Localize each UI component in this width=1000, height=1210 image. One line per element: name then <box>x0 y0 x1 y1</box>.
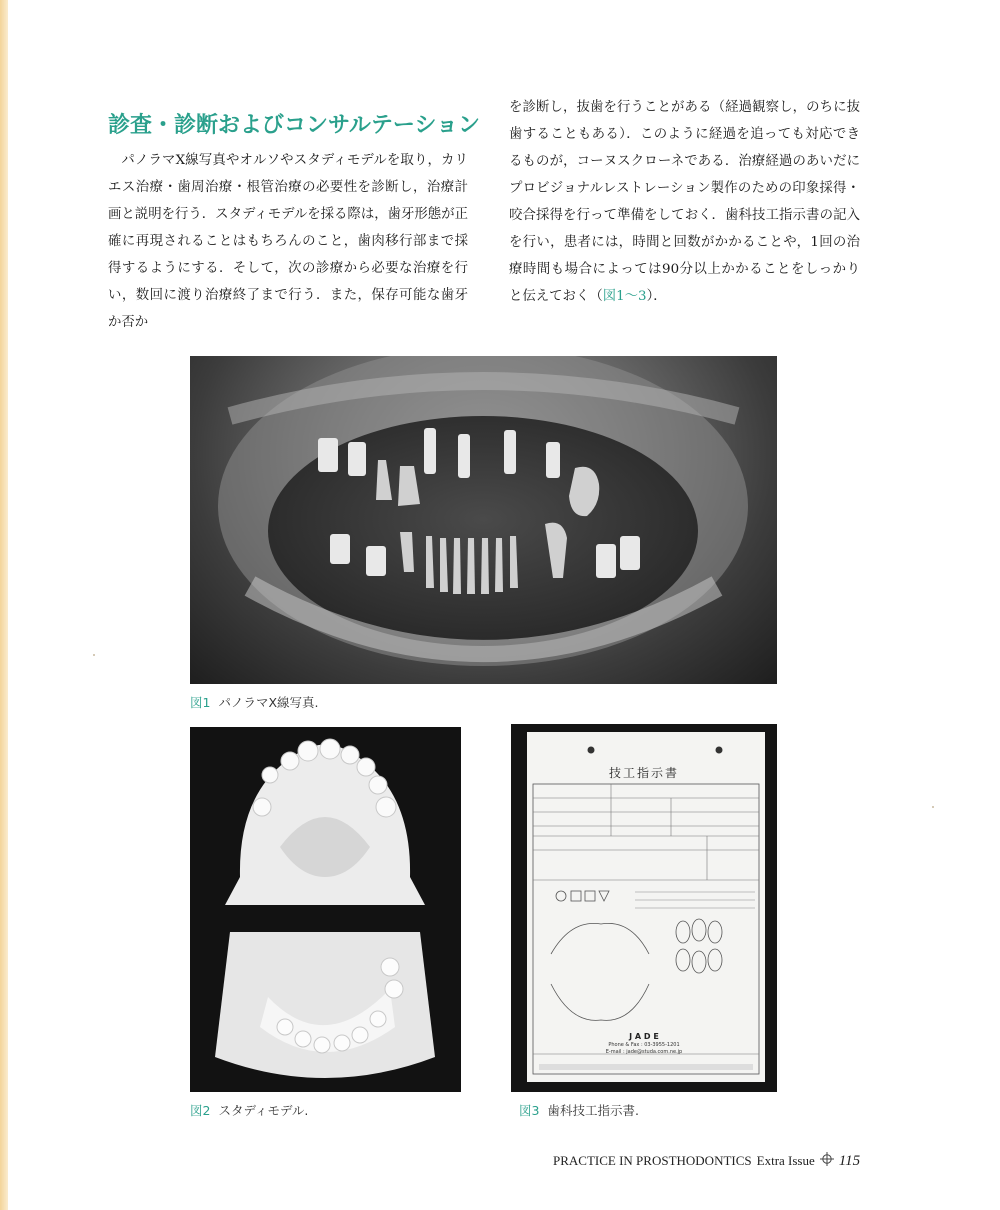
issue-label: Extra Issue <box>756 1153 815 1168</box>
figure-reference-link[interactable]: 図1〜3 <box>602 289 647 304</box>
figure2-caption-text: スタディモデル. <box>218 1103 309 1118</box>
form-email: E-mail : jade@studa.com.ne.jp <box>605 1049 683 1055</box>
figure3-caption <box>519 1101 639 1119</box>
form-title: 技工指示書 <box>608 766 679 780</box>
journal-title: PRACTICE IN PROSTHODONTICS <box>553 1153 752 1168</box>
form-phone: Phone & Fax : 03-3955-1201 <box>608 1042 680 1048</box>
page-footer <box>553 1152 860 1170</box>
form-brand: J A D E <box>629 1032 659 1041</box>
figure-lab-instruction-form <box>511 724 777 1092</box>
figure2-number: 図2 <box>190 1103 211 1118</box>
stray-dot <box>932 806 934 808</box>
page-number: 115 <box>838 1152 861 1169</box>
stray-dot <box>93 654 95 656</box>
page-edge-stripe <box>0 0 8 1210</box>
figure1-caption-text: パノラマX線写真. <box>218 695 319 710</box>
figure2-caption <box>190 1101 308 1119</box>
study-models-illustration <box>190 727 461 1092</box>
crosshair-icon <box>820 1152 834 1170</box>
figure3-caption-text: 歯科技工指示書. <box>547 1103 639 1118</box>
figure1-caption <box>190 693 319 711</box>
body-text-right-column <box>509 94 860 310</box>
figure-study-models <box>190 727 461 1092</box>
xray-illustration <box>190 356 777 684</box>
figure3-number: 図3 <box>519 1103 540 1118</box>
figure-panoramic-xray <box>190 356 777 684</box>
right-column-end: ）． <box>646 289 667 304</box>
right-column-text: を診断し，抜歯を行うことがある（経過観察し，のちに抜歯することもある）．このように経過を追っても対応できるものが，コーヌスクローネである．治療経過のあいだにプロビジョナルレストレーション製作のための印象採得・咬合採得を行って準備をしておく．歯科技工指示書の記入を行い，患者には，時間と回数がかかることや，1回の治療時間も場合によっては90分以上かかることをしっかりと伝えておく（ <box>509 100 860 304</box>
section-heading: 診査・診断およびコンサルテーション <box>108 113 481 138</box>
body-text-left-column: パノラマX線写真やオルソやスタディモデルを取り，カリエス治療・歯周治療・根管治療の必要性を診断し，治療計画と説明を行う．スタディモデルを採る際は，歯牙形態が正確に再現されることはもちろんのこと，歯肉移行部まで採得するようにする．そして，次の診療から必要な治療を行い，数回に渡り治療終了まで行う．また，保存可能な歯牙か否か <box>108 153 468 330</box>
figure1-number: 図1 <box>190 695 211 710</box>
